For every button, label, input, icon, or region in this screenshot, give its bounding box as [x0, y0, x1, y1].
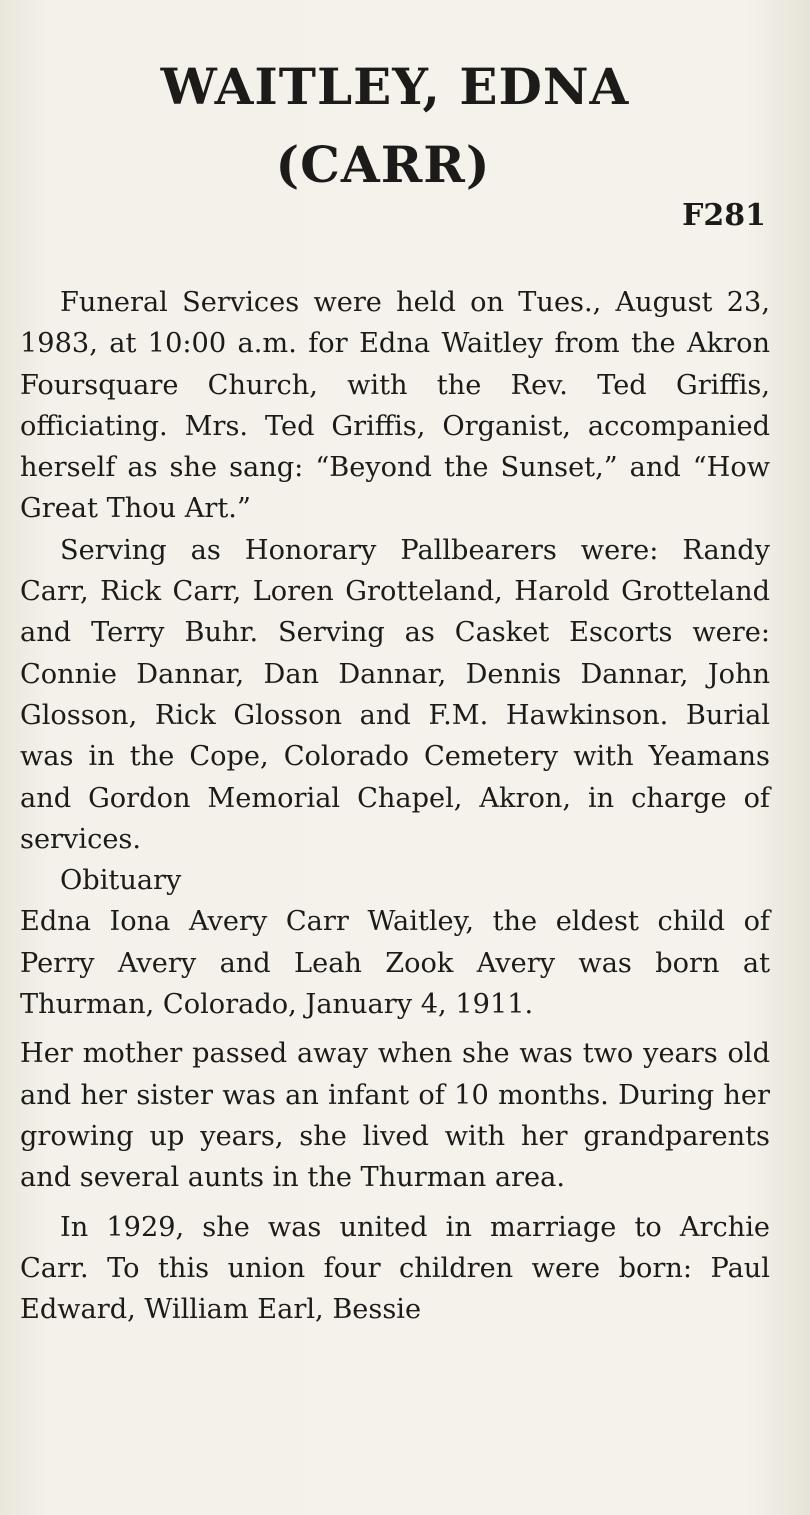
heading-obituary: Obituary: [60, 865, 182, 897]
title-name: WAITLEY, EDNA: [160, 57, 630, 116]
title-maiden-name: (CARR): [275, 135, 491, 194]
paragraph-marriage: In 1929, she was united in marriage to Archie Carr. To this union four children were born: Paul Edward, William Earl, Bessie: [20, 1211, 770, 1326]
article-body: [20, 282, 770, 1330]
paragraph-pallbearers: Serving as Honorary Pallbearers were: Randy Carr, Rick Carr, Loren Grotteland, Harold Grotteland and Terry Buhr. Serving as Casket Escorts were: Connie Dannar, Dan Dannar, Dennis Dannar, John Glosson, Rick Glosson and F.M. Hawkinson. Burial was in the Cope, Colorado Cemetery with Yeamans and Gordon Memorial Chapel, Akron, in charge of services.: [20, 534, 770, 855]
paragraph-childhood: Her mother passed away when she was two years old and her sister was an infant of 10 months. During her growing up years, she lived with her grandparents and several aunts in the Thurman area.: [20, 1038, 770, 1194]
paragraph-birth: Edna Iona Avery Carr Waitley, the eldest child of Perry Avery and Leah Zook Avery was born at Thurman, Colorado, January 4, 1911.: [20, 906, 770, 1021]
record-code: F281: [682, 198, 766, 233]
paragraph-funeral-services: Funeral Services were held on Tues., August 23, 1983, at 10:00 a.m. for Edna Waitley from the Akron Foursquare Church, with the Rev. Ted Griffis, officiating. Mrs. Ted Griffis, Organist, accompanied herself as she sang: “Beyond the Sunset,” and “How Great Thou Art.”: [20, 287, 770, 525]
